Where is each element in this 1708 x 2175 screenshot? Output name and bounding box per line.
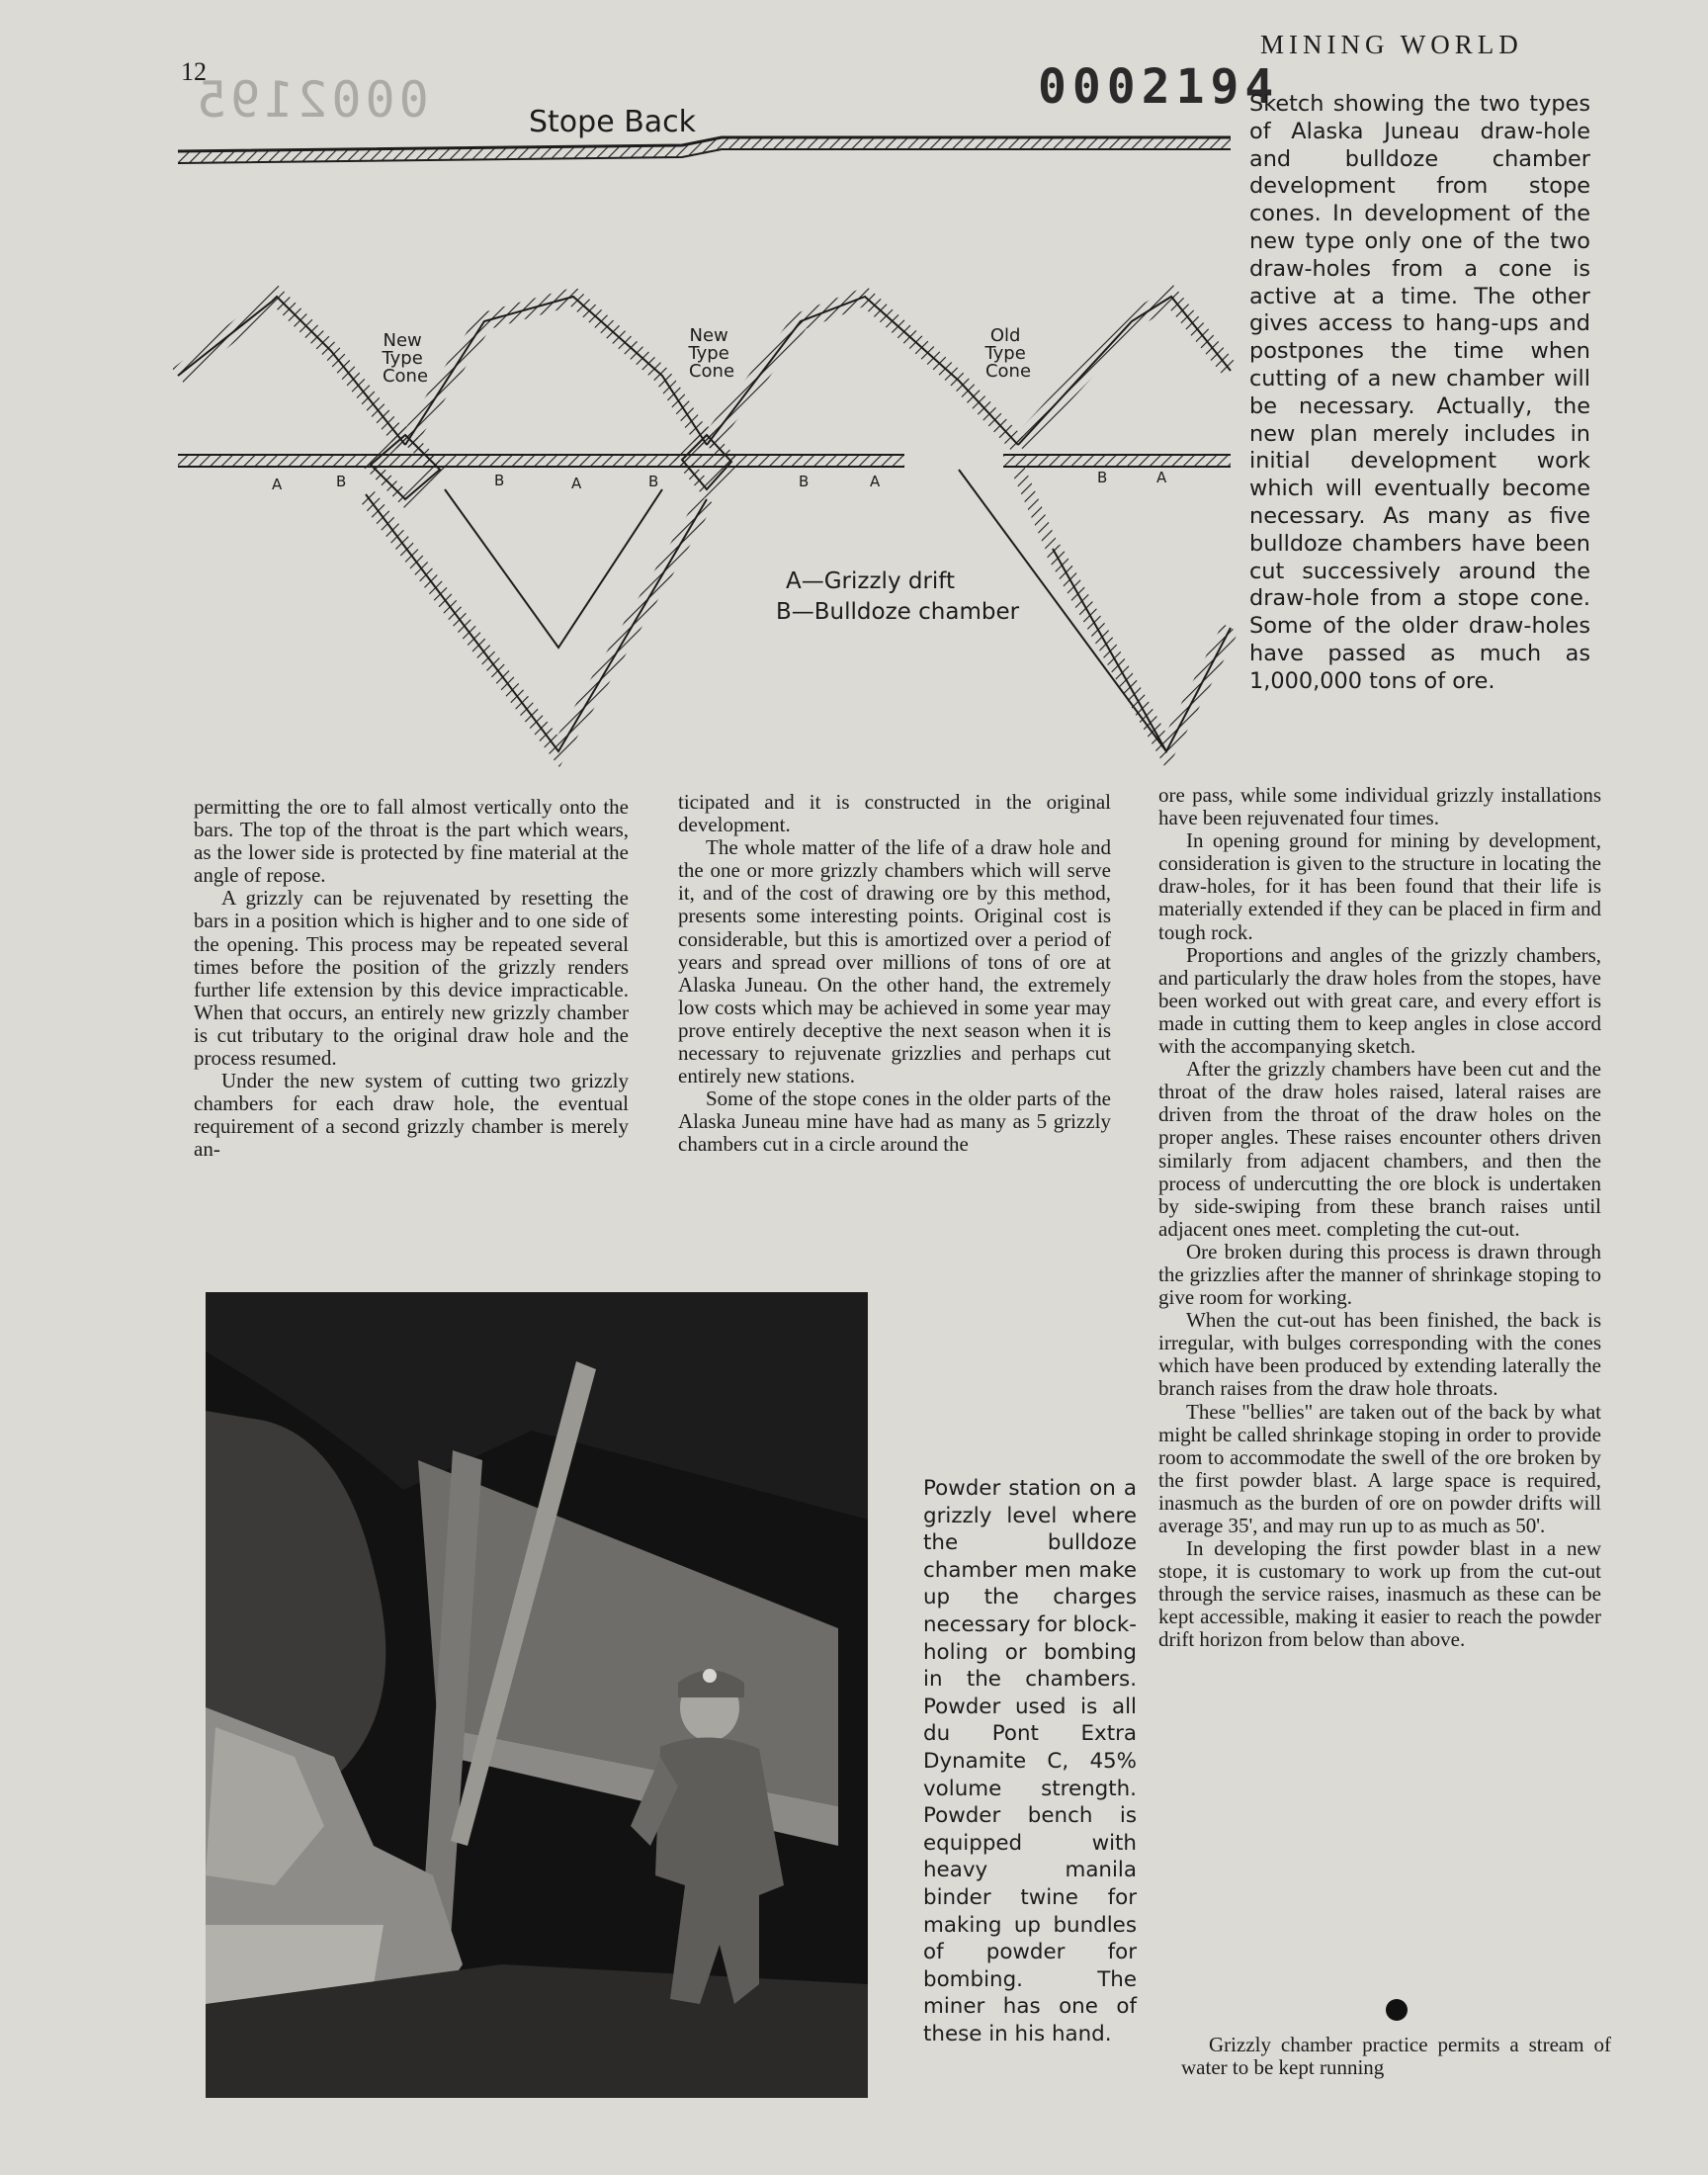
- paragraph: In opening ground for mining by development, consideration is given to the structure in locating the draw-holes, for it has been found that their life is materially extended if they can be placed in firm and tough rock.: [1158, 828, 1601, 944]
- paragraph: When the cut-out has been finished, the back is irregular, with bulges corresponding with the cones which have been produced by extending laterally the branch raises from the draw hole throats.: [1158, 1308, 1601, 1401]
- paragraph: Proportions and angles of the grizzly chambers, and particularly the draw holes from the stopes, have been worked out with great care, and every effort is made in cutting them to keep angles in close accord with the accompanying sketch.: [1158, 942, 1601, 1059]
- paragraph: Ore broken during this process is drawn through the grizzlies after the manner of shrinkage stoping to give room for working.: [1158, 1239, 1601, 1310]
- paragraph: A grizzly can be rejuvenated by resetting the bars in a position which is higher and to one side of the opening. This process may be repeated several times before the position of the grizzly renders further life extension by this device impracticable. When that occurs, an entirely new grizzly chamber is cut tributary to the original draw hole and the process resumed.: [194, 886, 629, 1071]
- paragraph: ticipated and it is constructed in the original development.: [678, 790, 1111, 837]
- masthead: MINING WORLD: [1260, 30, 1523, 59]
- stamp-number: 0002194: [1038, 59, 1280, 115]
- drift-letter: B: [494, 472, 505, 489]
- photo-caption: Powder station on a grizzly level where the bulldoze chamber men make up the charges necessary for block-holing or bombing in the chambers. Powder used is all du Pont Extra Dynamite C, 45% volume strength. Powder bench is equipped with heavy manila binder twine for making up bundles of powder for bombing. The miner has one of these in his hand.: [923, 1476, 1137, 2046]
- paragraph: After the grizzly chambers have been cut and the throat of the draw holes raised, lateral raises are driven from the throat of the draw holes on the proper angles. These raises encounter others driven similarly from adjacent chambers, and then the process of undercutting the ore block is undertaken by side-swiping from these branch raises until adjacent ones meet. completing the cut-out.: [1158, 1057, 1601, 1241]
- paragraph: Under the new system of cutting two grizzly chambers for each draw hole, the eventual requirement of a second grizzly chamber is merely an-: [194, 1069, 629, 1162]
- paragraph: The whole matter of the life of a draw hole and the one or more grizzly chambers which will serve it, and of the cost of drawing ore by this method, presents some interesting points. Original cost is considerable, but this is amortized over a period of years and spread over millions of tons of ore at Alaska Juneau. On the other hand, the extremely low costs which may be achieved in some year may prove entirely deceptive the next season when it is necessary to rejuvenate grizzlies and perhaps cut entirely new stations.: [678, 835, 1111, 1088]
- article-column-2: [678, 791, 1111, 1157]
- drift-letter: A: [1156, 469, 1167, 486]
- paragraph: These "bellies" are taken out of the back by what might be called shrinkage stoping in order to provide room to accommodate the swell of the ore broken by the first powder blast. A large space is required, inasmuch as the burden of ore on powder drifts will average 35', and may run up to as much as 50'.: [1158, 1399, 1601, 1537]
- drift-letter: B: [648, 473, 659, 490]
- drift-letter: A: [870, 473, 881, 490]
- grizzly-level-drift: [178, 455, 1231, 467]
- drift-letter: B: [336, 473, 347, 490]
- article-column-3-continued: [1181, 2034, 1611, 2079]
- article-column-1: [194, 796, 629, 1162]
- paragraph: Some of the stope cones in the older parts of the Alaska Juneau mine have had as many as 5 grizzly chambers cut in a circle around the: [678, 1087, 1111, 1157]
- drift-letter: A: [571, 475, 582, 492]
- diagram-title: Stope Back: [529, 105, 697, 139]
- paragraph: ore pass, while some individual grizzly installations have been rejuvenated four times.: [1158, 783, 1601, 830]
- paragraph: In developing the first powder blast in a new stope, it is customary to work up from the cut-out through the service raises, inasmuch as these can be kept accessible, making it easier to reach the powder drift horizon from below than above.: [1158, 1536, 1601, 1652]
- cone-label-3: Old Type Cone: [984, 325, 1032, 382]
- drift-letter: A: [272, 476, 283, 493]
- sketch-caption: Sketch showing the two types of Alaska Juneau draw-hole and bulldoze chamber development from stope cones. In development of the new type only one of the two draw-holes from a cone is active at a time. The other gives access to hang-ups and postpones the time when cutting of a new chamber will be necessary. Actually, the new plan merely includes in initial development work which will eventually become necessary. As many as five bulldoze chambers have been cut successively around the draw-hole from a stope cone. Some of the older draw-holes have passed as much as 1,000,000 tons of ore.: [1249, 91, 1590, 694]
- page-number: 12: [181, 57, 207, 86]
- stope-back-line: [178, 137, 1231, 163]
- drift-letter: B: [1097, 469, 1108, 486]
- section-break-dot: [1386, 1999, 1408, 2021]
- article-column-3: [1158, 784, 1601, 1652]
- mirrored-stamp-number: 0002195: [193, 71, 429, 129]
- stope-cone-diagram: [168, 94, 1250, 786]
- powder-station-photo: [206, 1292, 868, 2098]
- paragraph: Grizzly chamber practice permits a stream of water to be kept running: [1181, 2033, 1611, 2080]
- drift-letter: B: [799, 473, 810, 490]
- paragraph: permitting the ore to fall almost vertically onto the bars. The top of the throat is the part which wears, as the lower side is protected by fine material at the angle of repose.: [194, 795, 629, 888]
- legend-bulldoze-chamber: B—Bulldoze chamber: [776, 599, 1020, 625]
- legend-grizzly-drift: A—Grizzly drift: [786, 568, 956, 594]
- cone-label-1: New Type Cone: [382, 330, 429, 387]
- cone-label-2: New Type Cone: [688, 325, 735, 382]
